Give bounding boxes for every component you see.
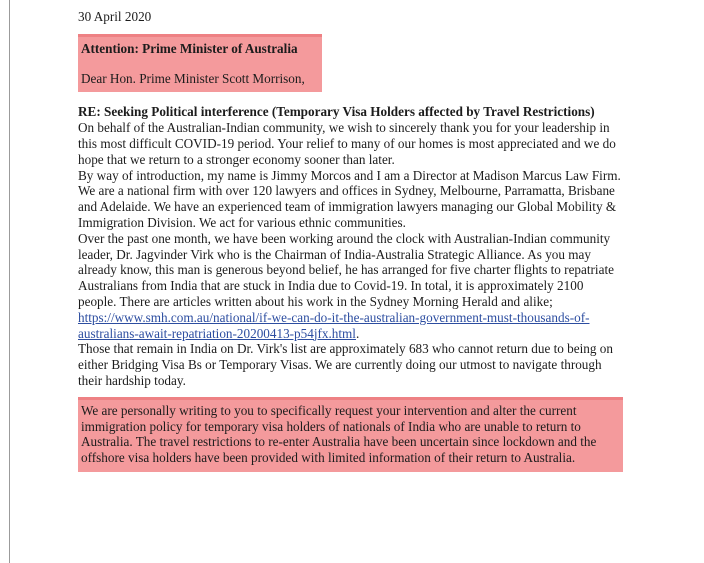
request-highlight-block [78, 397, 623, 472]
article-link-paragraph [78, 310, 625, 342]
letter-date: 30 April 2020 [78, 9, 152, 24]
left-margin-rule [9, 0, 10, 563]
paragraph-remaining-visas: Those that remain in India on Dr. Virk's list are approximately 683 who cannot return due to being on either Bridging Visa Bs or Temporary Visas. We are currently doing our utmost to navigate through their hardship today. [78, 341, 613, 388]
salutation-line: Dear Hon. Prime Minister Scott Morrison, [81, 70, 305, 86]
highlighted-request-text: We are personally writing to you to specifically request your intervention and alter the current immigration policy for temporary visa holders of nationals of India who are unable to return to Australia. The travel restrictions to re-enter Australia have been uncertain since lockdown and the offshore visa holders have been provided with limited information of their return to Australia. [81, 402, 597, 466]
attention-highlight-block [78, 34, 322, 93]
paragraph-introduction: By way of introduction, my name is Jimmy Morcos and I am a Director at Madison Marcus Law Firm. We are a national firm with over 120 lawyers and offices in Sydney, Melbourne, Parramatta, Brisbane and Adelaide. We have an experienced team of immigration lawyers managing our Global Mobility & Immigration Division. We act for various ethnic communities. [78, 167, 621, 230]
link-trailing-period: . [355, 325, 360, 341]
subject-line: RE: Seeking Political interference (Temporary Visa Holders affected by Travel Restrictions) [78, 104, 595, 120]
paragraph-thanks: On behalf of the Australian-Indian community, we wish to sincerely thank you for your leadership in this most difficult COVID-19 period. Your relief to many of our homes is most appreciated and we do hope that we return to a stronger economy sooner than later. [78, 120, 616, 167]
paragraph-charter-flights: Over the past one month, we have been working around the clock with Australian-Indian community leader, Dr. Jagvinder Virk who is the Chairman of India-Australia Strategic Alliance. As you may already know, this man is generous beyond belief, he has arranged for five charter flights to repatriate Australians from India that are stuck in India due to Covid-19. In total, it is approximately 2100 people. There are articles written about his work in the Sydney Morning Herald and alike; [78, 230, 614, 309]
smh-article-link[interactable]: https://www.smh.com.au/national/if-we-can-do-it-the-australian-government-must-thousands-of-australians-await-repatriation-20200413-p54jfx.html [78, 309, 590, 341]
letter-content [78, 9, 625, 472]
attention-line: Attention: Prime Minister of Australia [81, 40, 298, 56]
